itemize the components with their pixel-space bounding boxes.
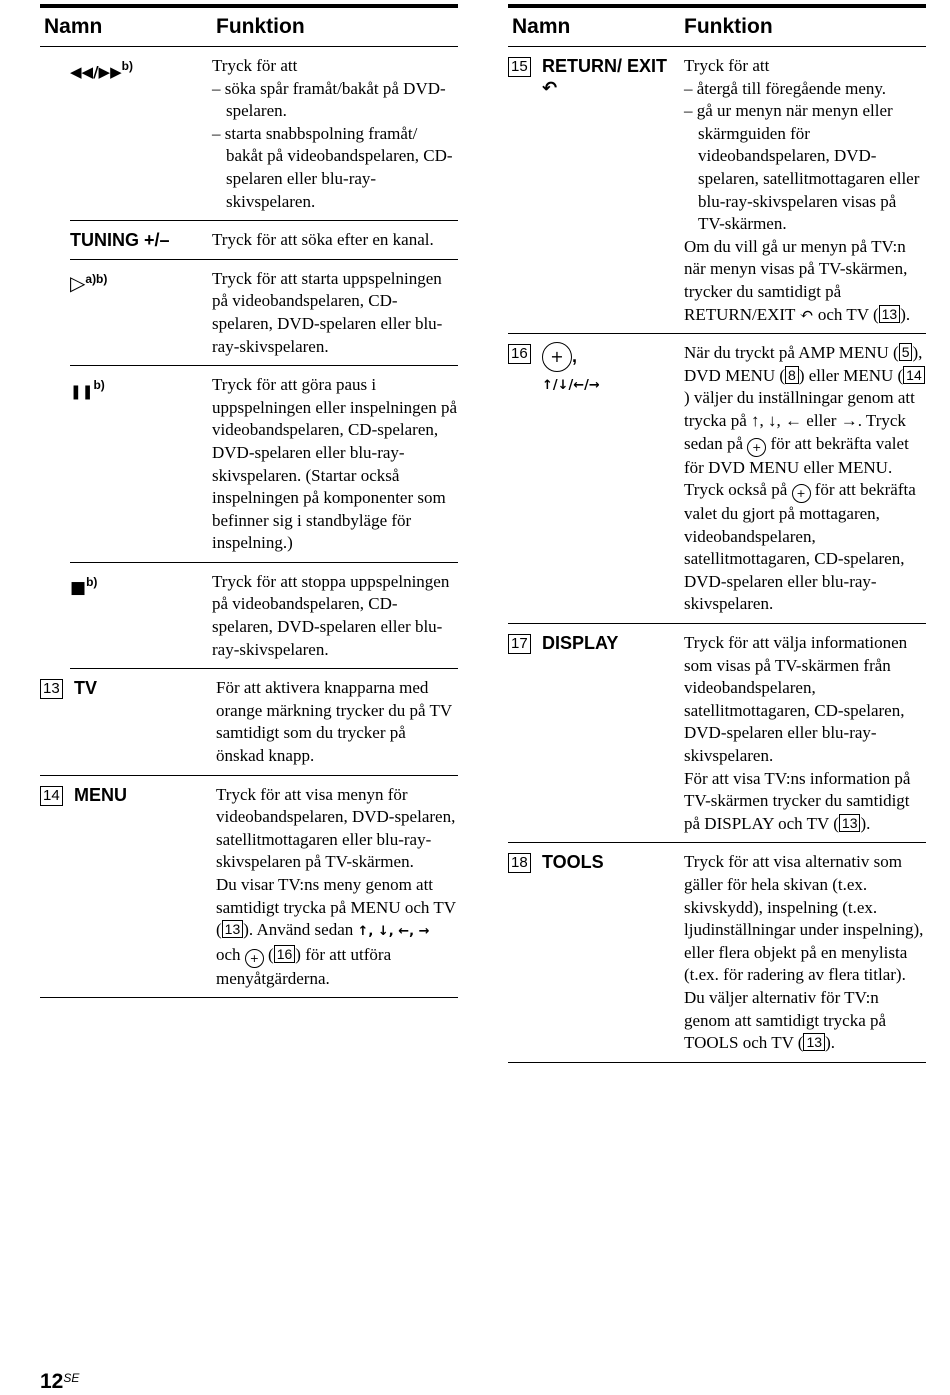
pause-button-name: ❚❚$^{b)}$: [70, 378, 105, 401]
pause-icon: ❚❚: [70, 384, 94, 401]
nav-function: När du tryckt på AMP MENU ( 5 ), DVD MENU ( 8 ) eller MENU ( 14) väljer du inställningar genom att trycka på ↑, ↓, ← eller →. Tryck sedan på + för att bekräfta valet för DVD MENU eller MENU. Tryck också på + för att bekräfta valet du gjort på mottagaren, videobandspelaren, satellitmottagaren, CD-spelaren, DVD-spelaren eller blu-ray-skivspelaren.: [684, 342, 926, 616]
menu-name: MENU: [74, 784, 127, 805]
ref-box: 13: [879, 305, 901, 323]
tv-function: För att aktivera knapparna med orange märkning trycker du på TV samtidigt som du trycker på önskad knapp.: [216, 678, 452, 766]
number-box: 16: [508, 344, 531, 364]
ref-box: 13: [803, 1033, 825, 1051]
row-menu: [40, 776, 458, 999]
number-box: 15: [508, 57, 531, 77]
row-play: [70, 260, 458, 366]
tools-function: Tryck för att visa alternativ som gäller för hela skivan (t.ex. skivskydd), inspelning (t.ex. ljudinställningar under inspelning), eller flera objekt på en menylista (t.ex. för radering av flera titlar). Du väljer alternativ för TV:n genom att samtidigt trycka på TOOLS och TV ( 13 ).: [684, 852, 924, 1053]
stop-icon: ■: [70, 577, 87, 598]
left-table: [40, 4, 458, 998]
right-table: [508, 4, 926, 1063]
display-name: DISPLAY: [542, 633, 619, 654]
header-function: Funktion: [216, 15, 305, 38]
header-name: Namn: [512, 15, 571, 38]
ref-box: 8: [785, 366, 799, 384]
tuning-function: Tryck för att söka efter en kanal.: [212, 230, 434, 250]
table-header: [40, 4, 458, 47]
arrow-keys-icon: ↑/↓/←/→: [542, 378, 600, 394]
ref-box: 14: [903, 366, 925, 384]
tools-name: TOOLS: [542, 852, 604, 873]
return-exit-name: RETURN/ EXIT ↶: [542, 56, 668, 98]
enter-circle-icon: +: [792, 484, 811, 503]
number-box: 13: [40, 679, 63, 699]
page-number: $12^{SE}$: [40, 1370, 80, 1393]
ref-box: 16: [274, 945, 296, 963]
play-icon: ▷: [70, 270, 86, 295]
row-display: [508, 624, 926, 843]
stop-button-name: ■$^{b)}$: [70, 574, 98, 598]
ffrew-button-name: ◀◀/▶▶$^{b)}$: [70, 59, 133, 81]
ref-box: 5: [899, 343, 913, 361]
number-box: 18: [508, 853, 531, 873]
enter-circle-icon: +: [245, 949, 264, 968]
ref-box: 13: [839, 814, 861, 832]
row-tuning: [70, 221, 458, 260]
ffrew-function: Tryck för att – söka spår framåt/bakåt på DVD-spelaren. – starta snabbspolning framåt/ bakåt på videobandspelaren, CD-spelaren eller blu-ray-skivspelaren.: [212, 56, 453, 211]
row-return: [508, 47, 926, 334]
ref-box: 13: [222, 920, 244, 938]
table-header: [508, 4, 926, 47]
row-pause: [70, 366, 458, 563]
enter-circle-icon: +: [542, 342, 572, 372]
header-function: Funktion: [684, 15, 773, 38]
nav-keys-name: + , ↑/↓/←/→: [542, 342, 684, 616]
tuning-name: TUNING +/–: [70, 230, 170, 251]
ffrew-icon: ◀◀/▶▶: [70, 63, 122, 81]
header-name: Namn: [44, 15, 103, 38]
play-button-name: ▷$^{a)b)}$: [70, 270, 108, 295]
row-stop: [70, 563, 458, 669]
number-box: 14: [40, 786, 63, 806]
number-box: 17: [508, 634, 531, 654]
enter-circle-icon: +: [747, 438, 766, 457]
tv-name: TV: [74, 678, 98, 699]
pause-function: Tryck för att göra paus i uppspelningen eller inspelningen på videobandspelaren, CD-spelaren, DVD-spelaren eller blu-ray-skivspelaren. (Startar också inspelningen på komponenter som befinner sig i standbyläge för inspelning.): [212, 375, 458, 553]
play-function: Tryck för att starta uppspelningen på videobandspelaren, CD-spelaren, DVD-spelaren eller blu-ray-skivspelaren.: [212, 268, 443, 356]
row-tools: [508, 843, 926, 1062]
row-nav: [508, 334, 926, 624]
stop-function: Tryck för att stoppa uppspelningen på videobandspelaren, CD-spelaren, DVD-spelaren eller blu-ray-skivspelaren.: [212, 571, 450, 659]
display-function: Tryck för att välja informationen som visas på TV-skärmen från videobandspelaren, satellitmottagaren, CD-spelaren, DVD-spelaren eller blu-ray-skivspelaren. För att visa TV:ns information på TV-skärmen trycker du samtidigt på DISPLAY och TV ( 13 ).: [684, 633, 911, 833]
arrow-keys-icon: ↑, ↓, ←, →: [357, 924, 430, 940]
return-function: Tryck för att – återgå till föregående meny. – gå ur menyn när menyn eller skärmguiden för videobandspelaren, DVD-spelaren, satellitmottagaren eller blu-ray-skivspelaren visas på TV-skärmen. Om du vill gå ur menyn på TV:n när menyn visas på TV-skärmen, trycker du samtidigt på RETURN/EXIT ↶ och TV ( 13 ).: [684, 56, 920, 324]
menu-function: Tryck för att visa menyn för videobandspelaren, DVD-spelaren, satellitmottagaren eller blu-ray-skivspelaren på TV-skärmen. Du visar TV:ns meny genom att samtidigt trycka på MENU och TV ( 13 ). Använd sedan ↑, ↓, ←, → och + ( 16 ) för att utföra menyåtgärderna.: [216, 784, 456, 988]
row-ffrew: [70, 47, 458, 221]
row-tv: [40, 669, 458, 775]
